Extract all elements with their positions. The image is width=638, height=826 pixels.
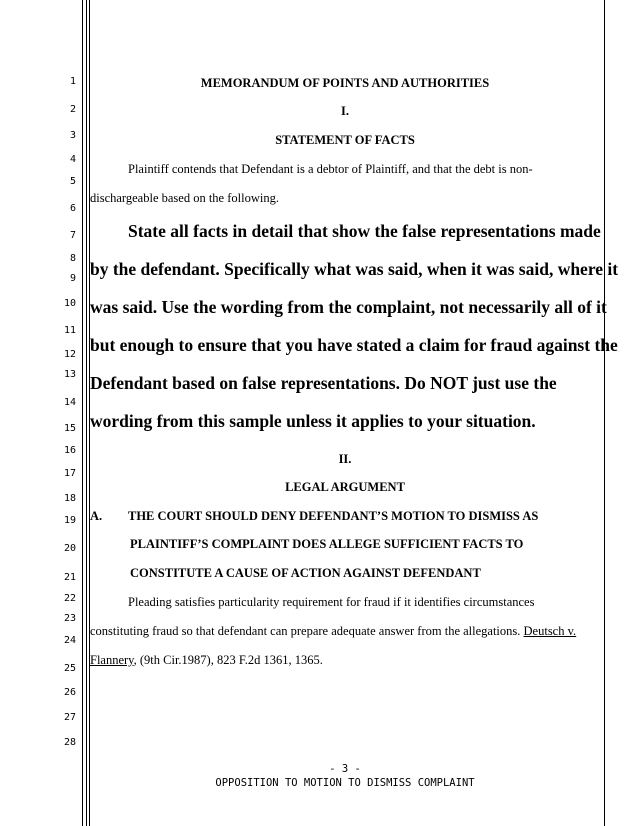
line-number: 12 [63,349,76,360]
left-margin-rule-inner [86,0,87,826]
argument-line-1: Pleading satisfies particularity requirement for fraud if it identifies circumstances [128,595,535,609]
right-margin-rule [604,0,605,826]
footer-page-number: - 3 - [329,763,361,775]
line-number: 14 [63,397,76,408]
instruction-line-5: Defendant based on false representations. Do NOT just use the [90,373,557,393]
facts-intro-line-2: dischargeable based on the following. [90,191,279,205]
case-citation-deutsch: Deutsch v. [523,624,577,638]
subheading-letter: A. [90,509,103,523]
line-number: 1 [69,76,76,87]
instruction-line-1: State all facts in detail that show the false representations made [128,221,601,241]
line-number: 21 [63,572,76,583]
case-citation-flannery: Flannery [90,653,134,667]
footer-document-title: OPPOSITION TO MOTION TO DISMISS COMPLAINT [215,777,475,789]
memorandum-heading: MEMORANDUM OF POINTS AND AUTHORITIES [200,76,490,90]
section-2-title: LEGAL ARGUMENT [285,480,405,494]
line-number: 2 [69,104,76,115]
line-number: 24 [63,635,76,646]
line-number: 28 [63,737,76,748]
line-number: 4 [69,154,76,165]
line-number: 11 [63,325,76,336]
line-number: 6 [69,203,76,214]
line-number: 26 [63,687,76,698]
instruction-line-2: by the defendant. Specifically what was said, when it was said, where it [90,259,619,279]
line-number: 8 [69,253,76,264]
line-number: 23 [63,613,76,624]
line-number: 17 [63,468,76,479]
line-number: 22 [63,593,76,604]
line-number: 15 [63,423,76,434]
facts-intro-line-1: Plaintiff contends that Defendant is a debtor of Plaintiff, and that the debt is non- [128,162,533,176]
line-number: 5 [69,176,76,187]
section-1-title: STATEMENT OF FACTS [275,133,415,147]
line-number: 18 [63,493,76,504]
subheading-line-3: CONSTITUTE A CAUSE OF ACTION AGAINST DEFENDANT [130,566,481,580]
line-number: 9 [69,273,76,284]
line-number: 19 [63,515,76,526]
argument-line-2-text: constituting fraud so that defendant can prepare adequate answer from the allegations. [90,624,524,638]
line-number: 3 [69,130,76,141]
line-number: 16 [63,445,76,456]
argument-line-2 [90,624,576,639]
instruction-line-6: wording from this sample unless it applies to your situation. [90,411,536,431]
line-number: 10 [63,298,76,309]
subheading-line-1: THE COURT SHOULD DENY DEFENDANT’S MOTION TO DISMISS AS [128,509,539,523]
instruction-line-4: but enough to ensure that you have stated a claim for fraud against the [90,335,618,355]
subheading-line-2: PLAINTIFF’S COMPLAINT DOES ALLEGE SUFFICIENT FACTS TO [130,537,524,551]
instruction-line-3: was said. Use the wording from the complaint, not necessarily all of it [90,297,607,317]
argument-line-3 [90,653,323,668]
line-number: 13 [63,369,76,380]
line-number: 20 [63,543,76,554]
line-number: 7 [69,230,76,241]
left-margin-rule [82,0,83,826]
argument-line-3-text: , (9th Cir.1987), 823 F.2d 1361, 1365. [133,653,323,667]
line-number: 27 [63,712,76,723]
line-number: 25 [63,663,76,674]
section-2-numeral: II. [338,452,352,466]
section-1-numeral: I. [341,104,349,118]
